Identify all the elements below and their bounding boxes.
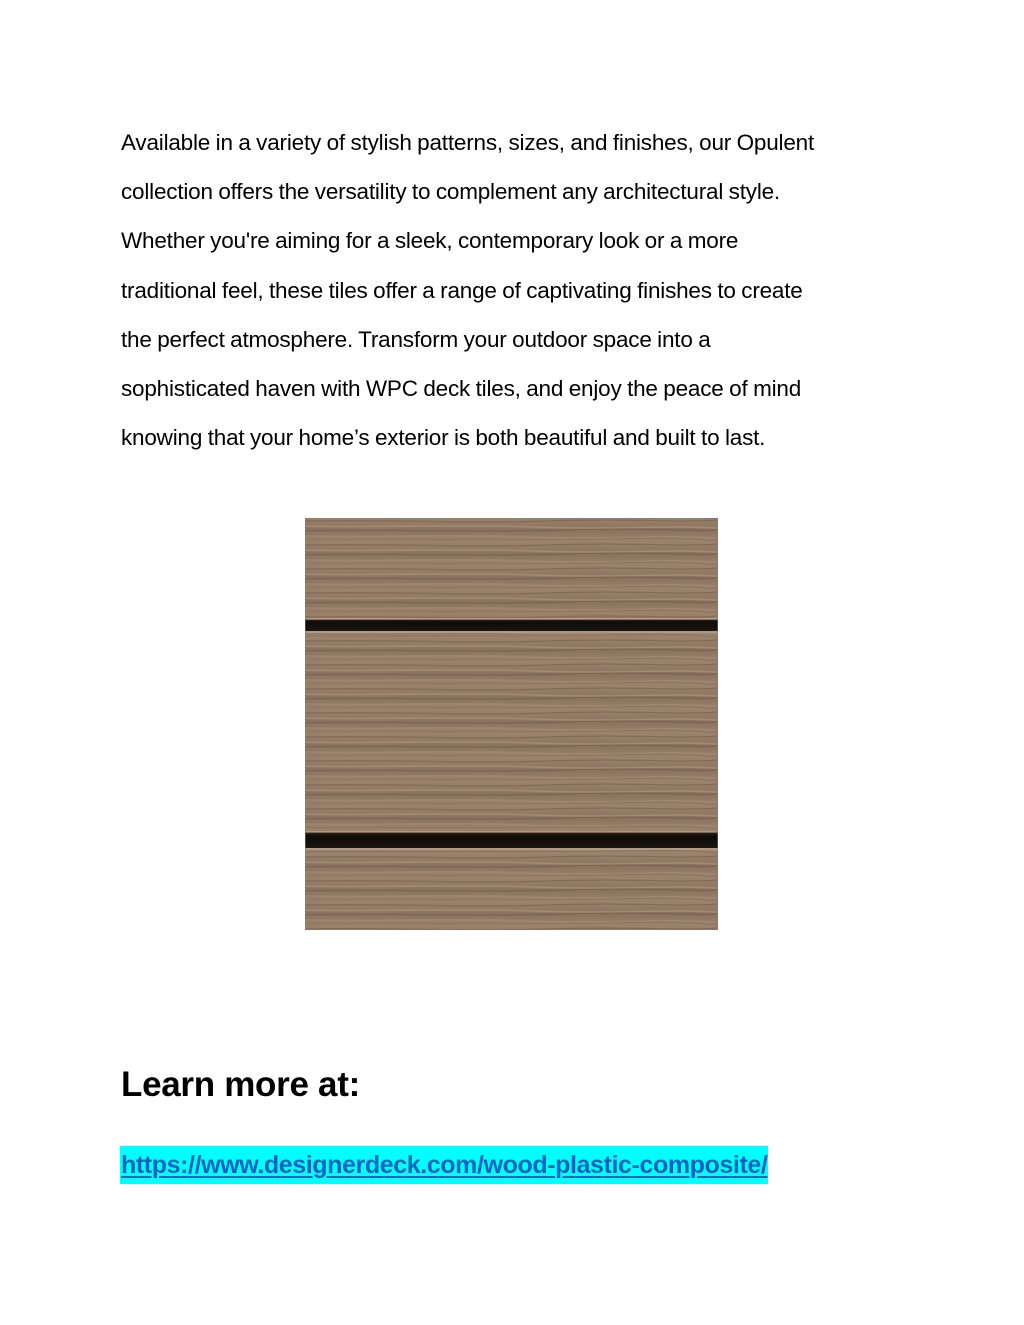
paragraph-line: sophisticated haven with WPC deck tiles, and enjoy the peace of mind <box>121 376 802 402</box>
paragraph-line: collection offers the versatility to complement any architectural style. <box>121 179 780 205</box>
website-link[interactable]: https://www.designerdeck.com/wood-plastic-composite/ <box>121 1151 768 1179</box>
body-paragraph <box>121 118 911 462</box>
deck-board-bottom <box>305 848 718 930</box>
paragraph-line: Available in a variety of stylish patterns, sizes, and finishes, our Opulent <box>121 130 815 155</box>
paragraph-line: the perfect atmosphere. Transform your outdoor space into a <box>121 326 711 352</box>
deck-gap-top <box>305 619 718 631</box>
paragraph-line: Whether you're aiming for a sleek, contemporary look or a more <box>121 228 739 254</box>
wpc-deck-tile-image <box>305 518 718 930</box>
learn-more-heading: Learn more at: <box>121 1065 360 1104</box>
deck-board-top <box>305 518 718 619</box>
deck-gap-bottom <box>305 832 718 848</box>
paragraph-line: knowing that your home’s exterior is both beautiful and built to last. <box>121 425 766 451</box>
deck-board-middle <box>305 631 718 832</box>
link-highlight <box>120 1146 768 1184</box>
paragraph-line: traditional feel, these tiles offer a range of captivating finishes to create <box>121 277 803 303</box>
